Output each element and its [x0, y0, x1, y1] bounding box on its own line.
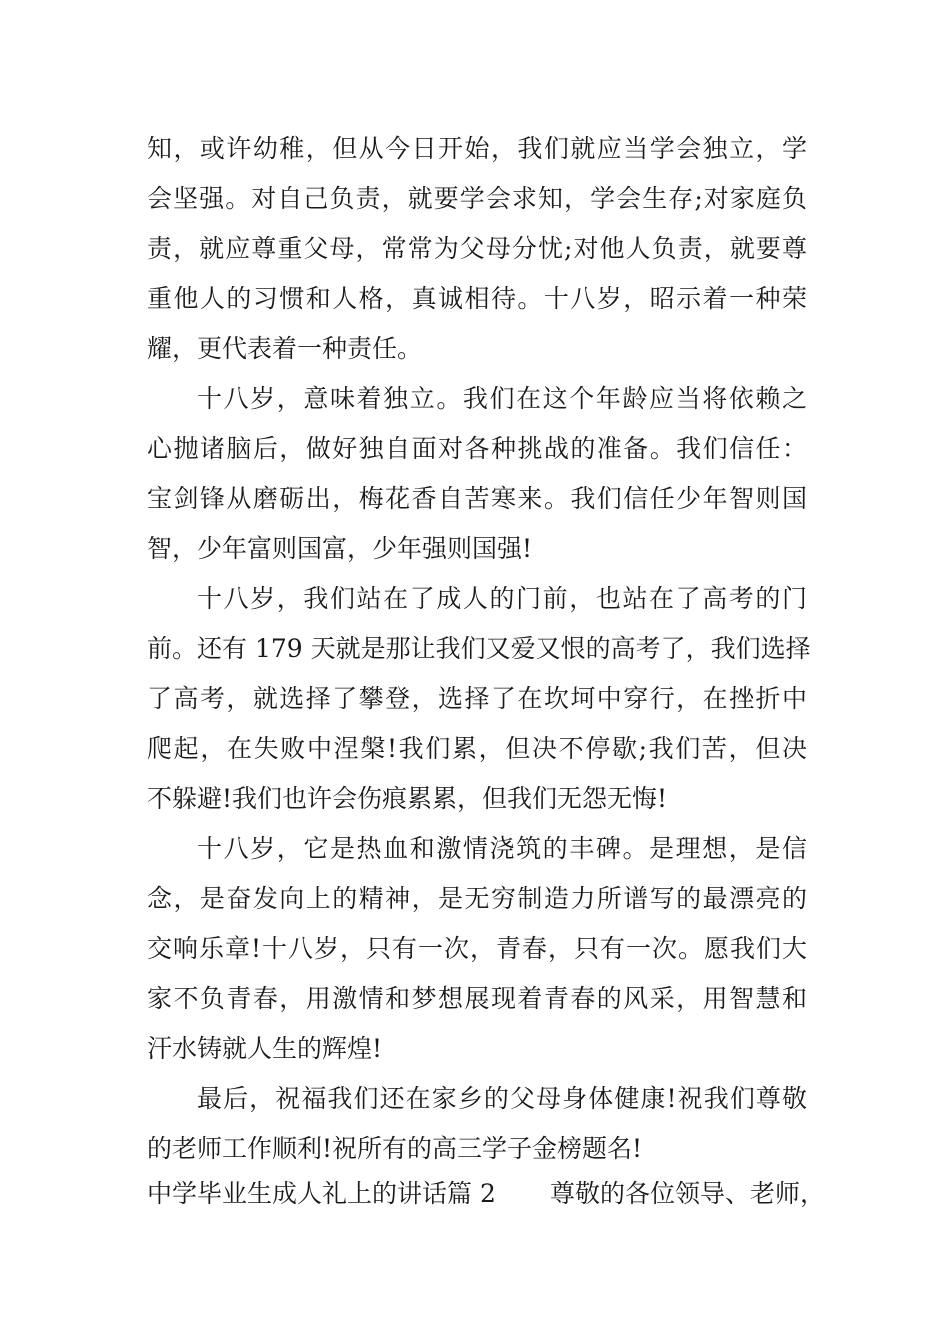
paragraph-start-line: 十八岁，它是热血和激情浇筑的丰碑。是理想，是信	[197, 834, 807, 863]
text-line: 家不负青春，用激情和梦想展现着青春的风采，用智慧和	[147, 984, 807, 1013]
text-line: 知，或许幼稚，但从今日开始，我们就应当学会独立，学	[147, 134, 807, 163]
text-line: 心抛诸脑后，做好独自面对各种挑战的准备。我们信任：	[147, 434, 807, 463]
paragraph-start-line: 十八岁，我们站在了成人的门前，也站在了高考的门	[197, 584, 807, 613]
text-line: 重他人的习惯和人格，真诚相待。十八岁，昭示着一种荣	[147, 284, 807, 313]
text-line: 耀，更代表着一种责任。	[147, 334, 423, 363]
text-line: 责，就应尊重父母，常常为父母分忧;对他人负责，就要尊	[147, 234, 807, 263]
text-line: 念，是奋发向上的精神，是无穷制造力所谱写的最漂亮的	[147, 884, 807, 913]
next-section-title: 中学毕业生成人礼上的讲话篇 2	[147, 1179, 496, 1208]
paragraph-start-line: 十八岁，意味着独立。我们在这个年龄应当将依赖之	[197, 384, 807, 413]
text-line: 前。还有 179 天就是那让我们又爱又恨的高考了，我们选择	[147, 634, 811, 663]
text-line: 会坚强。对自己负责，就要学会求知，学会生存;对家庭负	[147, 184, 807, 213]
text-line: 宝剑锋从磨砺出，梅花香自苦寒来。我们信任少年智则国	[147, 484, 807, 513]
text-line: 不躲避!我们也许会伤痕累累，但我们无怨无悔!	[147, 784, 668, 813]
text-line: 交响乐章!十八岁，只有一次，青春，只有一次。愿我们大	[147, 934, 807, 963]
text-line: 智，少年富则国富，少年强则国强!	[147, 534, 533, 563]
text-line: 爬起，在失败中涅槃!我们累，但决不停歇;我们苦，但决	[147, 734, 807, 763]
next-section-opening: 尊敬的各位领导、老师，	[550, 1179, 826, 1208]
text-line: 的老师工作顺利!祝所有的高三学子金榜题名!	[147, 1134, 643, 1163]
paragraph-start-line: 最后，祝福我们还在家乡的父母身体健康!祝我们尊敬	[197, 1084, 807, 1113]
text-line: 了高考，就选择了攀登，选择了在坎坷中穿行，在挫折中	[147, 684, 807, 713]
text-line: 汗水铸就人生的辉煌!	[147, 1034, 383, 1063]
